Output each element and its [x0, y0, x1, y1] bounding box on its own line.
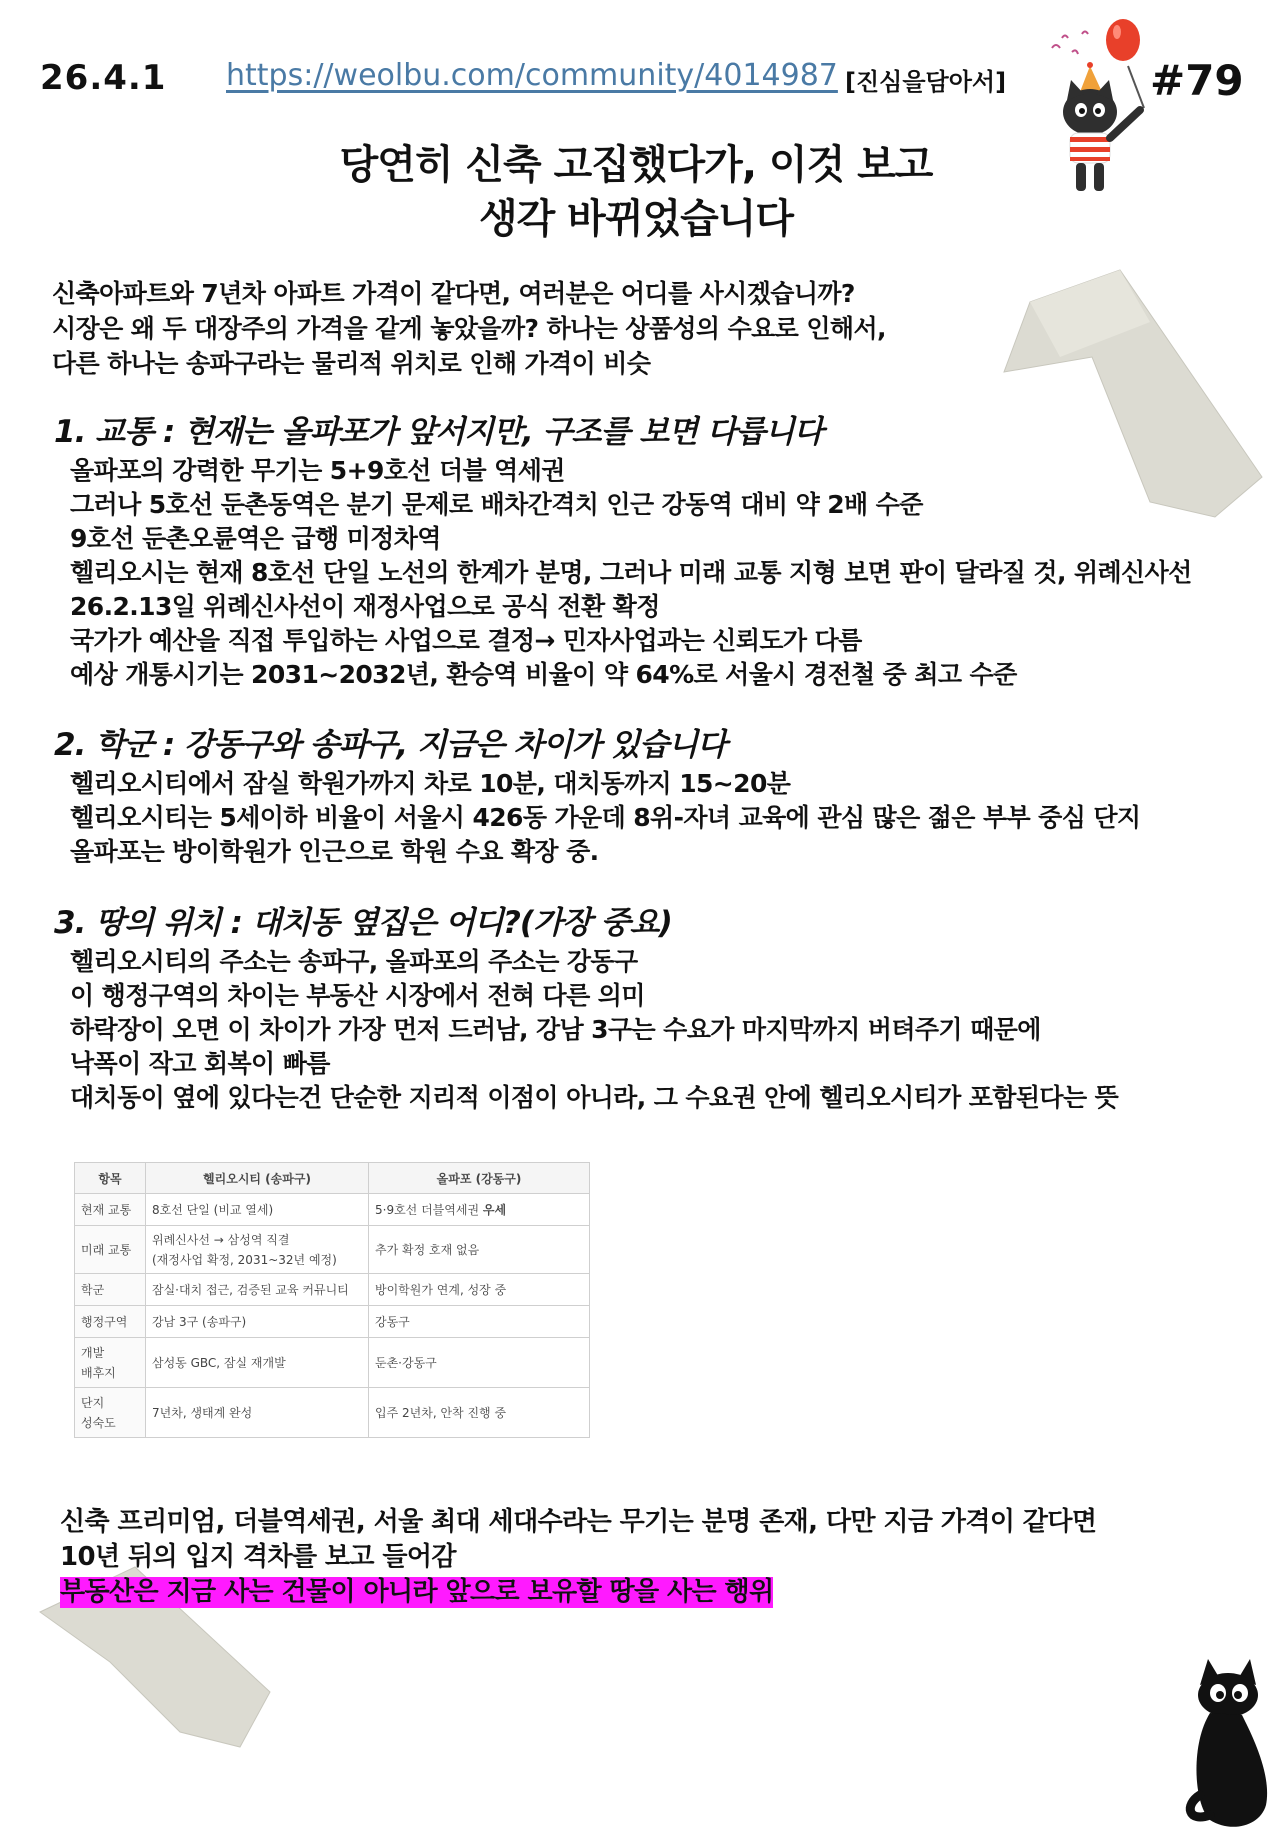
- table-cell: 둔촌·강동구: [369, 1338, 590, 1388]
- section-line: 9호선 둔촌오륜역은 급행 미정차역: [70, 524, 441, 553]
- table-header: 헬리오시티 (송파구): [146, 1163, 369, 1194]
- cell-text: (재정사업 확정, 2031~32년 예정): [152, 1252, 337, 1267]
- section-transport: [54, 412, 1192, 692]
- table-cell: 학군: [75, 1274, 146, 1306]
- cell-text: 성숙도: [81, 1415, 116, 1430]
- section-line: 그러나 5호선 둔촌동역은 분기 문제로 배차간격치 인근 강동역 대비 약 2배 수준: [70, 490, 923, 519]
- table-row: [75, 1274, 590, 1306]
- table-cell: 8호선 단일 (비교 열세): [146, 1194, 369, 1226]
- section-line: 헬리오시티에서 잠실 학원가까지 차로 10분, 대치동까지 15~20분: [70, 769, 791, 798]
- intro-line: 신축아파트와 7년차 아파트 가격이 같다면, 여러분은 어디를 사시겠습니까?: [52, 279, 855, 308]
- section-line: 올파포의 강력한 무기는 5+9호선 더블 역세권: [70, 456, 565, 485]
- table-header: 항목: [75, 1163, 146, 1194]
- conclusion-line: 신축 프리미엄, 더블역세권, 서울 최대 세대수라는 무기는 분명 존재, 다만 지금 가격이 같다면: [60, 1507, 1097, 1537]
- section-line: 낙폭이 작고 회복이 빠름: [70, 1049, 330, 1078]
- intro-line: 시장은 왜 두 대장주의 가격을 같게 놓았을까? 하나는 상품성의 수요로 인해서,: [52, 314, 886, 343]
- table-row: [75, 1388, 590, 1438]
- table-cell: 행정구역: [75, 1306, 146, 1338]
- section-line: 헬리오시티의 주소는 송파구, 올파포의 주소는 강동구: [70, 947, 638, 976]
- conclusion-line: 10년 뒤의 입지 격차를 보고 들어감: [60, 1542, 456, 1572]
- table-header: 올파포 (강동구): [369, 1163, 590, 1194]
- section-line: 국가가 예산을 직접 투입하는 사업으로 결정→ 민자사업과는 신뢰도가 다름: [70, 626, 862, 655]
- table-cell: [369, 1194, 590, 1226]
- title-line-1: 당연히 신축 고집했다가, 이것 보고: [339, 142, 933, 188]
- table-cell: 7년차, 생태계 완성: [146, 1388, 369, 1438]
- section-school: [54, 725, 1140, 869]
- source-link[interactable]: https://weolbu.com/community/4014987: [226, 58, 838, 93]
- table-cell: 삼성동 GBC, 잠실 재개발: [146, 1338, 369, 1388]
- comparison-table: [74, 1162, 590, 1468]
- section-line: 26.2.13일 위례신사선이 재정사업으로 공식 전환 확정: [70, 592, 660, 621]
- table-row: [75, 1338, 590, 1388]
- intro-line: 다른 하나는 송파구라는 물리적 위치로 인해 가격이 비슷: [52, 349, 651, 378]
- section-heading: 1. 교통 : 현재는 올파포가 앞서지만, 구조를 보면 다릅니다: [54, 414, 823, 450]
- table-cell: 미래 교통: [75, 1226, 146, 1274]
- table-cell: [75, 1388, 146, 1438]
- section-line: 대치동이 옆에 있다는건 단순한 지리적 이점이 아니라, 그 수요권 안에 헬리오시티가 포함된다는 뜻: [70, 1083, 1119, 1112]
- table-cell: 현재 교통: [75, 1194, 146, 1226]
- section-line: 헬리오시는 현재 8호선 단일 노선의 한계가 분명, 그러나 미래 교통 지형 보면 판이 달라질 것, 위례신사선: [70, 558, 1192, 587]
- cell-emphasis: 우세: [482, 1203, 507, 1217]
- tag-label: [진심을담아서]: [845, 68, 1007, 96]
- section-line: 올파포는 방이학원가 인근으로 학원 수요 확장 중.: [70, 837, 599, 866]
- table-cell: 입주 2년차, 안착 진행 중: [369, 1388, 590, 1438]
- table-row: [75, 1194, 590, 1226]
- cell-text: 위례신사선 → 삼성역 직결: [152, 1232, 290, 1247]
- table-cell: [146, 1226, 369, 1274]
- page-title: [0, 138, 1272, 246]
- conclusion: [60, 1505, 1096, 1610]
- cell-text: 5·9호선 더블역세권: [375, 1203, 483, 1217]
- table-cell: [75, 1338, 146, 1388]
- post-number: #79: [1150, 56, 1244, 105]
- section-line: 이 행정구역의 차이는 부동산 시장에서 전혀 다른 의미: [70, 981, 645, 1010]
- black-cat-icon: [1180, 1655, 1272, 1835]
- title-line-2: 생각 바뀌었습니다: [478, 196, 794, 242]
- table-header-row: [75, 1163, 590, 1194]
- balloon-icon: [1106, 19, 1140, 61]
- intro-text: [52, 276, 886, 381]
- section-line: 하락장이 오면 이 차이가 가장 먼저 드러남, 강남 3구는 수요가 마지막까지 버텨주기 때문에: [70, 1015, 1041, 1044]
- cell-text: 개발: [81, 1345, 105, 1360]
- table-cell: 추가 확정 호재 없음: [369, 1226, 590, 1274]
- section-line: 예상 개통시기는 2031~2032년, 환승역 비율이 약 64%로 서울시 경전철 중 최고 수준: [70, 660, 1017, 689]
- section-location: [54, 903, 1118, 1115]
- cell-text: 단지: [81, 1395, 105, 1410]
- section-heading: 2. 학군 : 강동구와 송파구, 지금은 차이가 있습니다: [54, 727, 727, 763]
- section-heading: 3. 땅의 위치 : 대치동 옆집은 어디?(가장 중요): [54, 905, 672, 941]
- highlighted-conclusion: 부동산은 지금 사는 건물이 아니라 앞으로 보유할 땅을 사는 행위: [60, 1577, 774, 1607]
- table-cell: 방이학원가 연계, 성장 중: [369, 1274, 590, 1306]
- table-row: [75, 1306, 590, 1338]
- table-cell: 강동구: [369, 1306, 590, 1338]
- date: 26.4.1: [40, 58, 167, 98]
- table-cell: 잠실·대치 접근, 검증된 교육 커뮤니티: [146, 1274, 369, 1306]
- table-cell: 강남 3구 (송파구): [146, 1306, 369, 1338]
- cell-text: 배후지: [81, 1365, 116, 1380]
- section-line: 헬리오시티는 5세이하 비율이 서울시 426동 가운데 8위-자녀 교육에 관심 많은 젊은 부부 중심 단지: [70, 803, 1141, 832]
- table-row: [75, 1226, 590, 1274]
